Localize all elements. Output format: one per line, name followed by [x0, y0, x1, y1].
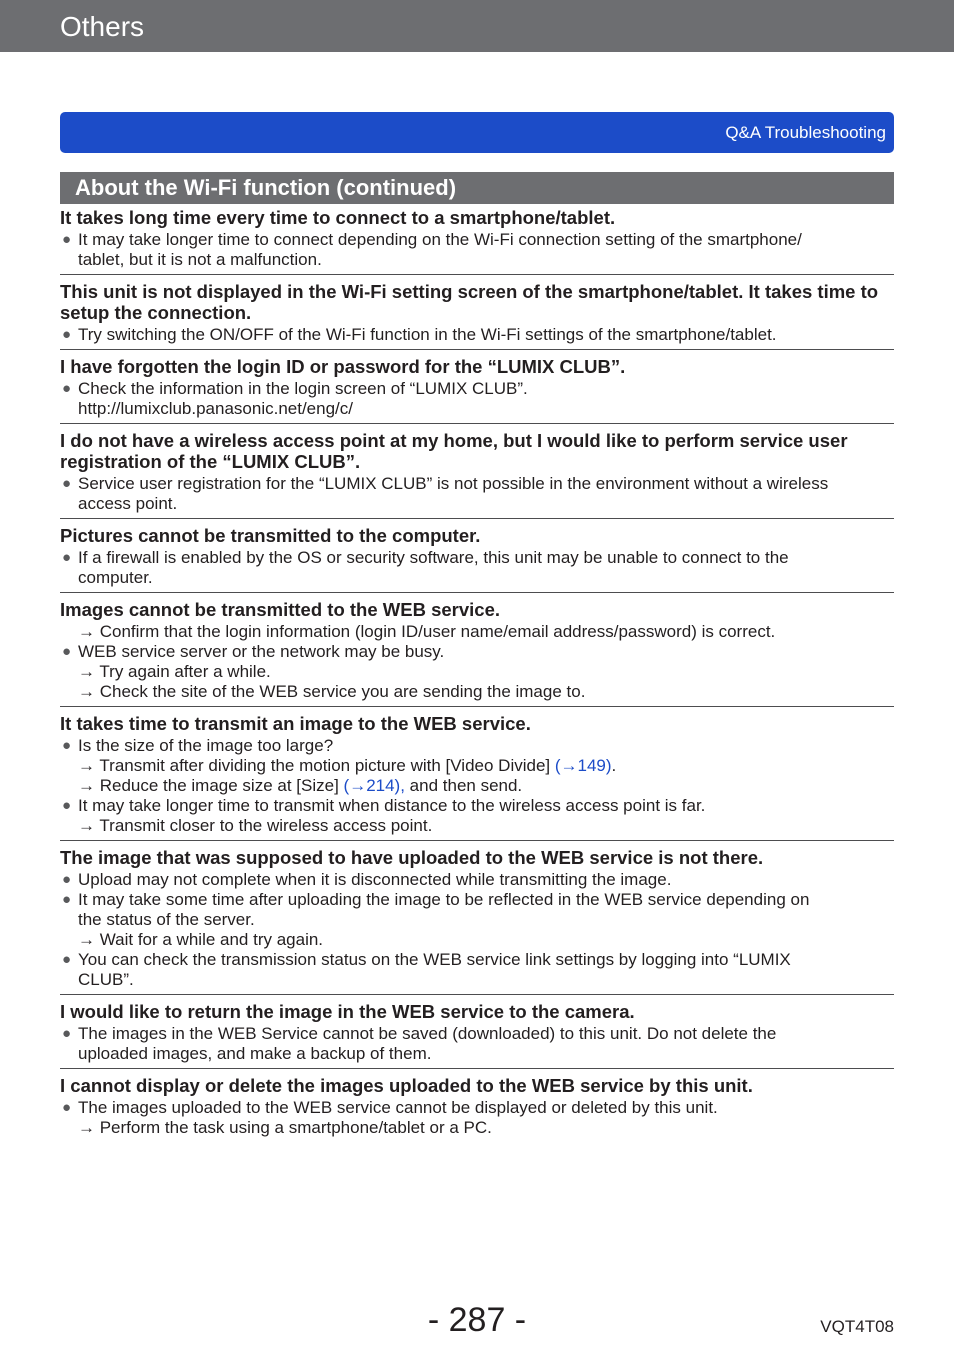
question-heading: The image that was supposed to have uploaded to the WEB service is not there.	[60, 847, 764, 868]
answer-text: → Transmit after dividing the motion picture with [Video Divide]	[78, 756, 555, 775]
bullet-answer-line	[60, 548, 894, 568]
qa-item	[60, 430, 894, 519]
qa-item	[60, 1075, 894, 1142]
answer-line	[60, 776, 894, 796]
answer-text: uploaded images, and make a backup of them.	[78, 1044, 432, 1063]
qa-item	[60, 525, 894, 593]
answer-text: Check the information in the login screen of “LUMIX CLUB”.	[78, 379, 528, 398]
qa-troubleshooting-bar	[60, 112, 894, 153]
answer-text: → Wait for a while and try again.	[78, 930, 324, 949]
answer-text: Is the size of the image too large?	[78, 736, 334, 755]
answer-line	[60, 816, 894, 836]
page-reference-link[interactable]: (→149)	[554, 756, 612, 775]
answer-text: tablet, but it is not a malfunction.	[78, 250, 322, 269]
answer-text: → Perform the task using a smartphone/tablet or a PC.	[78, 1118, 492, 1137]
page-reference-link[interactable]: (→214),	[343, 776, 405, 795]
section-heading-bar	[60, 172, 894, 204]
answer-line	[60, 662, 894, 682]
answer-text: → Transmit closer to the wireless access point.	[78, 816, 433, 835]
answer-text: computer.	[78, 568, 153, 587]
bullet-answer-line	[60, 870, 894, 890]
bullet-answer-line	[60, 1098, 894, 1118]
answer-text-suffix: and then send.	[404, 776, 523, 795]
bullet-answer-line	[60, 796, 894, 816]
answer-text: WEB service server or the network may be busy.	[78, 642, 445, 661]
answer-line	[60, 1118, 894, 1138]
bullet-answer-line	[60, 890, 894, 910]
qa-item	[60, 356, 894, 424]
answer-text: You can check the transmission status on the WEB service link settings by logging into “LUMIX	[78, 950, 791, 969]
answer-line	[60, 399, 894, 419]
section-heading: About the Wi-Fi function (continued)	[75, 175, 457, 200]
answer-text: The images in the WEB Service cannot be saved (downloaded) to this unit. Do not delete the	[78, 1024, 777, 1043]
bullet-answer-line	[60, 474, 894, 494]
answer-line	[60, 622, 894, 642]
qa-item	[60, 847, 894, 995]
question-heading: Images cannot be transmitted to the WEB service.	[60, 599, 500, 620]
question-heading: It takes time to transmit an image to the WEB service.	[60, 713, 531, 734]
answer-line	[60, 970, 894, 990]
answer-text: It may take some time after uploading the image to be reflected in the WEB service depending on	[78, 890, 810, 909]
answer-text: The images uploaded to the WEB service cannot be displayed or deleted by this unit.	[78, 1098, 718, 1117]
page-number: - 287 -	[427, 1301, 527, 1339]
answer-text: If a firewall is enabled by the OS or security software, this unit may be unable to connect to the	[78, 548, 789, 567]
question-heading: I would like to return the image in the WEB service to the camera.	[60, 1001, 635, 1022]
bullet-answer-line	[60, 325, 894, 345]
answer-text: → Try again after a while.	[78, 662, 271, 681]
answer-text-suffix: .	[611, 756, 617, 775]
answer-line	[60, 494, 894, 514]
answer-line	[60, 682, 894, 702]
answer-text: http://lumixclub.panasonic.net/eng/c/	[78, 399, 353, 418]
answer-text: access point.	[78, 494, 178, 513]
answer-line	[60, 250, 894, 270]
answer-text: the status of the server.	[78, 910, 255, 929]
qa-list	[60, 207, 894, 1148]
answer-text: → Reduce the image size at [Size]	[78, 776, 344, 795]
answer-text: Upload may not complete when it is disconnected while transmitting the image.	[78, 870, 672, 889]
bullet-answer-line	[60, 950, 894, 970]
qa-item	[60, 281, 894, 350]
answer-text: It may take longer time to transmit when distance to the wireless access point is far.	[78, 796, 706, 815]
question-heading: Pictures cannot be transmitted to the computer.	[60, 525, 481, 546]
top-header-bar	[0, 0, 954, 52]
answer-text: → Check the site of the WEB service you are sending the image to.	[78, 682, 586, 701]
answer-line	[60, 930, 894, 950]
question-heading: I cannot display or delete the images uploaded to the WEB service by this unit.	[60, 1075, 753, 1096]
bullet-answer-line	[60, 1024, 894, 1044]
model-code: VQT4T08	[820, 1317, 894, 1336]
answer-text: Service user registration for the “LUMIX CLUB” is not possible in the environment without a wireless	[78, 474, 829, 493]
answer-text: Try switching the ON/OFF of the Wi-Fi function in the Wi-Fi settings of the smartphone/tablet.	[78, 325, 777, 344]
qa-troubleshooting-label: Q&A Troubleshooting	[725, 123, 886, 142]
bullet-answer-line	[60, 379, 894, 399]
qa-item	[60, 207, 894, 275]
question-heading: I do not have a wireless access point at my home, but I would like to perform service user registration of the “LUMIX CLUB”.	[60, 430, 848, 472]
answer-line	[60, 1044, 894, 1064]
answer-text: → Confirm that the login information (login ID/user name/email address/password) is correct.	[78, 622, 776, 641]
question-heading: This unit is not displayed in the Wi-Fi setting screen of the smartphone/tablet. It takes time to setup the connection.	[60, 281, 879, 323]
qa-item	[60, 713, 894, 841]
answer-line	[60, 756, 894, 776]
question-heading: I have forgotten the login ID or password for the “LUMIX CLUB”.	[60, 356, 626, 377]
answer-text: It may take longer time to connect depending on the Wi-Fi connection setting of the smartphone/	[78, 230, 802, 249]
qa-item	[60, 1001, 894, 1069]
qa-item	[60, 599, 894, 707]
bullet-answer-line	[60, 230, 894, 250]
answer-line	[60, 568, 894, 588]
question-heading: It takes long time every time to connect to a smartphone/tablet.	[60, 207, 616, 228]
answer-text: CLUB”.	[78, 970, 134, 989]
answer-line	[60, 910, 894, 930]
chapter-title: Others	[60, 11, 145, 42]
bullet-answer-line	[60, 642, 894, 662]
bullet-answer-line	[60, 736, 894, 756]
